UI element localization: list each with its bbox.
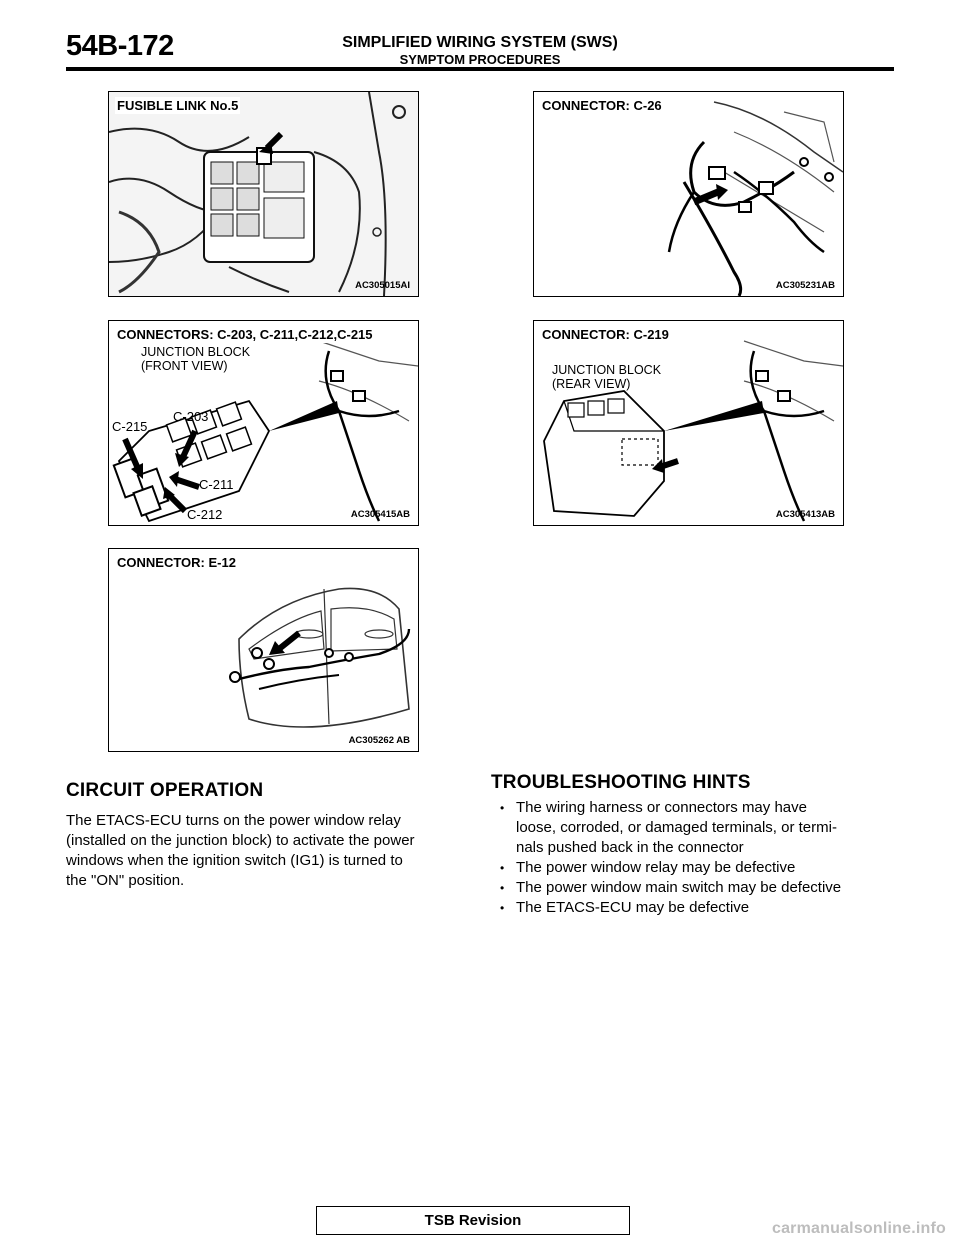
hint-line: • The ETACS-ECU may be defective bbox=[516, 899, 750, 916]
tsb-revision-box: TSB Revision bbox=[316, 1206, 630, 1235]
figure-junction-block-front bbox=[108, 320, 419, 526]
figure-code: AC305015AI bbox=[355, 280, 410, 291]
watermark: carmanualsonline.info bbox=[771, 1220, 946, 1237]
figure-title: CONNECTORS: C-203, C-211,C-212,C-215 bbox=[117, 327, 373, 342]
hint-line: nals pushed back in the connector bbox=[516, 839, 744, 856]
note-line: (REAR VIEW) bbox=[552, 377, 631, 391]
troubleshooting-section bbox=[491, 772, 901, 918]
list-item bbox=[491, 898, 901, 918]
circuit-operation-section bbox=[66, 780, 466, 891]
circuit-operation-heading: CIRCUIT OPERATION bbox=[66, 780, 264, 801]
page-number: 54B-172 bbox=[66, 30, 174, 62]
list-item bbox=[491, 798, 901, 858]
note-line: JUNCTION BLOCK bbox=[552, 363, 662, 377]
section-subtitle: SYMPTOM PROCEDURES bbox=[399, 52, 561, 67]
section-title: SIMPLIFIED WIRING SYSTEM (SWS) bbox=[342, 34, 618, 51]
figure-code: AC305413AB bbox=[775, 509, 835, 520]
hint-line: • The power window main switch may be defective bbox=[516, 879, 842, 896]
note-line: JUNCTION BLOCK bbox=[141, 345, 251, 359]
figure-connector-e12 bbox=[108, 548, 419, 752]
troubleshooting-heading: TROUBLESHOOTING HINTS bbox=[491, 772, 751, 793]
figure-title: CONNECTOR: C-219 bbox=[542, 327, 669, 342]
circuit-operation-text bbox=[66, 811, 466, 891]
list-item bbox=[491, 878, 901, 898]
hint-line: • The power window relay may be defective bbox=[516, 859, 796, 876]
c219-illustration bbox=[534, 321, 843, 525]
text-line: The ETACS-ECU turns on the power window relay bbox=[66, 812, 401, 829]
figure-title: FUSIBLE LINK No.5 bbox=[117, 98, 239, 113]
hint-line: loose, corroded, or damaged terminals, or termi- bbox=[516, 819, 837, 836]
figure-connector-c219 bbox=[533, 320, 844, 526]
callout-c212: C-212 bbox=[187, 507, 223, 522]
junction-block-note bbox=[141, 345, 250, 373]
callout-c215: C-215 bbox=[112, 419, 148, 434]
figure-connector-c26 bbox=[533, 91, 844, 297]
c26-illustration bbox=[534, 92, 843, 296]
text-line: the "ON" position. bbox=[66, 872, 185, 889]
hint-line: • The wiring harness or connectors may have bbox=[516, 799, 807, 816]
text-line: windows when the ignition switch (IG1) is turned to bbox=[66, 852, 403, 869]
e12-illustration bbox=[109, 549, 418, 751]
note-line: (FRONT VIEW) bbox=[141, 359, 228, 373]
figure-fusible-link bbox=[108, 91, 419, 297]
header-rule bbox=[66, 67, 894, 71]
figure-title: CONNECTOR: C-26 bbox=[542, 98, 662, 113]
text-line: (installed on the junction block) to activate the power bbox=[66, 832, 415, 849]
figure-code: AC305262 AB bbox=[348, 735, 410, 746]
callout-c211: C-211 bbox=[199, 477, 234, 492]
junction-block-note bbox=[552, 363, 661, 391]
callout-c203: C-203 bbox=[173, 409, 209, 424]
figure-code: AC305231AB bbox=[775, 280, 835, 291]
fusible-link-illustration bbox=[109, 92, 418, 296]
figure-title: CONNECTOR: E-12 bbox=[117, 555, 236, 570]
list-item bbox=[491, 858, 901, 878]
troubleshooting-list bbox=[491, 798, 901, 918]
figure-code: AC305415AB bbox=[350, 509, 410, 520]
